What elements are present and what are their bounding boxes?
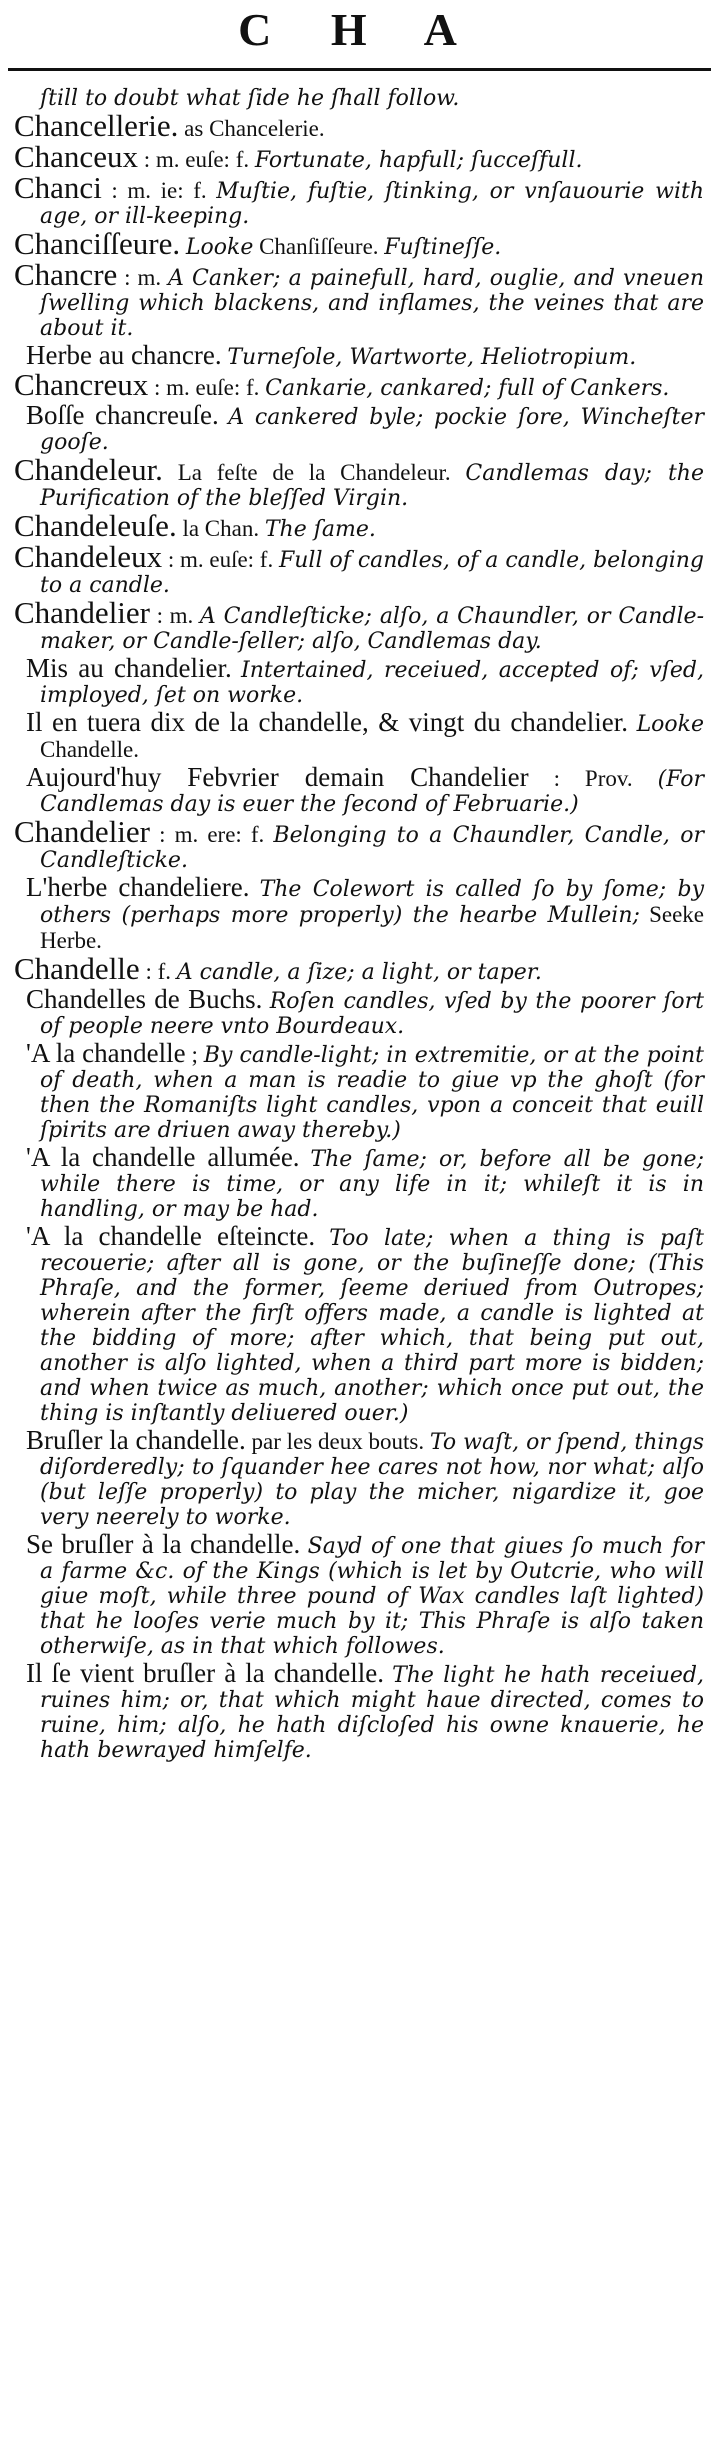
definition: A Canker; a painefull, hard, ouglie, and vneuen ſwelling which blackens, and inflames, the veines that are about it. — [40, 266, 705, 341]
definition: ſtill to doubt what ſide he ſhall follow. — [40, 86, 460, 111]
definition: Cankarie, cankared; full of Cankers. — [265, 376, 670, 401]
headword: 'A la chandelle eſteincte. — [26, 1221, 316, 1251]
grammar-note — [250, 876, 260, 901]
headword: Il ſe vient bruſler à la chandelle. — [26, 1658, 384, 1688]
definition: To waſt, or ſpend, things diſorderedly; to ſquander hee cares not how, nor what; alſo (but leſſe properly) to play the micher, nigardize it, goe very neerely to worke. — [40, 1430, 705, 1530]
grammar-note — [628, 711, 637, 736]
dictionary-entry — [14, 1529, 704, 1659]
dictionary-entry — [14, 257, 705, 341]
headword: Chandelier — [14, 814, 151, 849]
dictionary-entry — [14, 539, 705, 598]
grammar-note — [315, 1225, 329, 1250]
dictionary-entry — [14, 1142, 704, 1222]
definition: The ſame; or, before all be gone; while there is time, or any life in it; whileſt it is in handling, or may be had. — [40, 1147, 704, 1222]
headword: Chandeleuſe. — [14, 508, 177, 543]
dictionary-entry — [14, 595, 705, 654]
cross-reference: Chandelle. — [40, 737, 139, 762]
definition: Sayd of one that giues ſo much for a farme &c. of the Kings (which is let by Outcrie, who will giue moſt, while three pound of Wax candles laſt lighted) that he looſes verie much by it; This Phraſe is alſo taken otherwiſe, as in that which followes. — [40, 1534, 704, 1659]
headword: L'herbe chandeliere. — [26, 872, 250, 902]
headword: Chandelier — [14, 595, 151, 630]
headword: Aujourd'huy Febvrier demain Chandelier — [26, 762, 529, 792]
definition: Candlemas day; the Purification of the bleſſed Virgin. — [40, 461, 704, 511]
dictionary-entry — [14, 1425, 705, 1530]
grammar-note: : m. euſe: f. — [148, 375, 266, 400]
definition: Belonging to a Chaundler, Candle, or Candleſticke. — [40, 823, 705, 873]
headword: Chandelles de Buchs. — [26, 984, 263, 1014]
dictionary-entry — [14, 139, 704, 174]
dictionary-entry — [14, 400, 705, 455]
definition: Fortunate, hapfull; ſucceſfull. — [254, 148, 583, 173]
headword: 'A la chandelle allumée. — [26, 1142, 300, 1172]
headword: Mis au chandelier. — [26, 653, 232, 683]
grammar-note: : m. euſe: f. — [137, 147, 255, 172]
definition: Turneſole, Wartworte, Heliotropium. — [227, 345, 637, 370]
dictionary-entry — [14, 1658, 705, 1763]
cross-reference: Chancelerie. — [209, 116, 325, 141]
dictionary-entry — [14, 653, 705, 708]
dictionary-entry — [14, 508, 704, 543]
dictionary-entry — [14, 1221, 704, 1426]
definition: A cankered byle; pockie ſore, Wincheſter gooſe. — [40, 405, 705, 455]
cross-reference: Chanſiſſeure. — [253, 234, 385, 259]
dictionary-entry — [14, 984, 704, 1039]
grammar-note — [300, 1146, 311, 1171]
headword: 'A la chandelle — [26, 1038, 186, 1068]
dictionary-entry — [14, 340, 704, 370]
grammar-note: La feſte de la Chandeleur. — [162, 460, 466, 485]
definition: A Candleſticke; alſo, a Chaundler, or Candle-maker, or Candle-ſeller; alſo, Candlemas day. — [40, 604, 705, 654]
header-rule — [8, 68, 711, 71]
grammar-note: la Chan. — [176, 516, 265, 541]
grammar-note: : m. — [117, 265, 169, 290]
grammar-note: : m. euſe: f. — [162, 547, 279, 572]
grammar-note: as — [178, 116, 210, 141]
headword: Chandeleux — [14, 539, 163, 574]
headword: Il en tuera dix de la chandelle, & vingt du chandelier. — [26, 707, 629, 737]
grammar-note — [384, 1662, 392, 1687]
grammar-note: ; — [185, 1042, 204, 1067]
entries-list — [14, 86, 704, 1765]
headword: Chancellerie. — [14, 108, 179, 143]
definition: Roſen candles, vſed by the poorer ſort of people neere vnto Bourdeaux. — [40, 989, 704, 1039]
grammar-note: : m. ere: f. — [150, 822, 274, 847]
dictionary-entry — [14, 762, 704, 817]
dictionary-entry — [14, 452, 704, 511]
definition: The light he hath receiued, ruines him; or, that which might haue directed, comes to ruine, him; alſo, he hath diſcloſed his owne knauerie, he hath bewrayed himſelfe. — [40, 1663, 705, 1763]
headword: Bruſler la chandelle. — [26, 1425, 246, 1455]
dictionary-entry — [14, 814, 705, 873]
grammar-note: : m. — [150, 603, 200, 628]
headword: Chanceux — [14, 139, 138, 174]
grammar-note — [300, 1533, 307, 1558]
grammar-note: par les deux bouts. — [245, 1429, 430, 1454]
dictionary-entry — [14, 872, 705, 954]
grammar-note — [219, 404, 229, 429]
headword: Chandelle — [14, 951, 140, 986]
headword: Boſſe chancreuſe. — [26, 400, 219, 430]
definition: The ſame. — [264, 517, 376, 542]
grammar-note — [232, 657, 241, 682]
definition-extra: Fuſtineſſe. — [384, 235, 502, 260]
definition: Full of candles, of a candle, belonging to a candle. — [40, 548, 705, 598]
headword: Chandeleur. — [14, 452, 163, 487]
definition: Muſtie, fuſtie, ſtinking, or vnſauourie with age, or ill-keeping. — [40, 179, 704, 229]
grammar-note: : f. — [139, 959, 177, 984]
headword: Herbe au chancre. — [26, 340, 222, 370]
definition: (For Candlemas day is euer the ſecond of Februarie.) — [40, 767, 704, 817]
definition: Looke — [185, 235, 254, 260]
running-head: C H A — [238, 4, 481, 55]
headword: Chanciſſeure. — [14, 226, 181, 261]
headword: Se bruſler à la chandelle. — [26, 1529, 301, 1559]
grammar-note: : m. ie: f. — [101, 178, 217, 203]
grammar-note: : Prov. — [528, 766, 658, 791]
dictionary-entry — [14, 1038, 704, 1143]
definition: Too late; when a thing is paſt recouerie; after all is gone, or the buſineſſe done; (This Phraſe, and the former, ſeeme deriued from Outropes; wherein after the firſt offers made, a candle is lighted at the bidding of more; after which, that being put out, another is alſo lighted, when a third part more is bidden; and when twice as much, another; which once put out, the thing is inſtantly deliuered ouer.) — [40, 1226, 704, 1426]
dictionary-entry — [14, 108, 704, 143]
headword: Chancreux — [14, 367, 149, 402]
definition: Looke — [636, 712, 705, 737]
definition: The Colewort is called ſo by ſome; by others (perhaps more properly) the hearbe Mullein; — [40, 877, 705, 928]
definition: By candle-light; in extremitie, or at the point of death, when a man is readie to giue vp the ghoſt (for then the Romaniſts light candles, vpon a conceit that euill ſpirits are driuen away thereby.) — [40, 1043, 704, 1143]
dictionary-entry — [14, 226, 704, 261]
grammar-note — [262, 988, 269, 1013]
dictionary-entry — [14, 707, 705, 763]
headword: Chancre — [14, 257, 118, 292]
headword: Chanci — [14, 170, 102, 205]
definition: A candle, a ſize; a light, or taper. — [176, 960, 542, 985]
dictionary-entry — [14, 170, 704, 229]
definition: Intertained, receiued, accepted of; vſed, imployed, ſet on worke. — [40, 658, 705, 708]
dictionary-entry — [14, 367, 704, 402]
cross-reference: Seeke Herbe. — [40, 902, 704, 953]
dictionary-entry — [14, 951, 704, 986]
